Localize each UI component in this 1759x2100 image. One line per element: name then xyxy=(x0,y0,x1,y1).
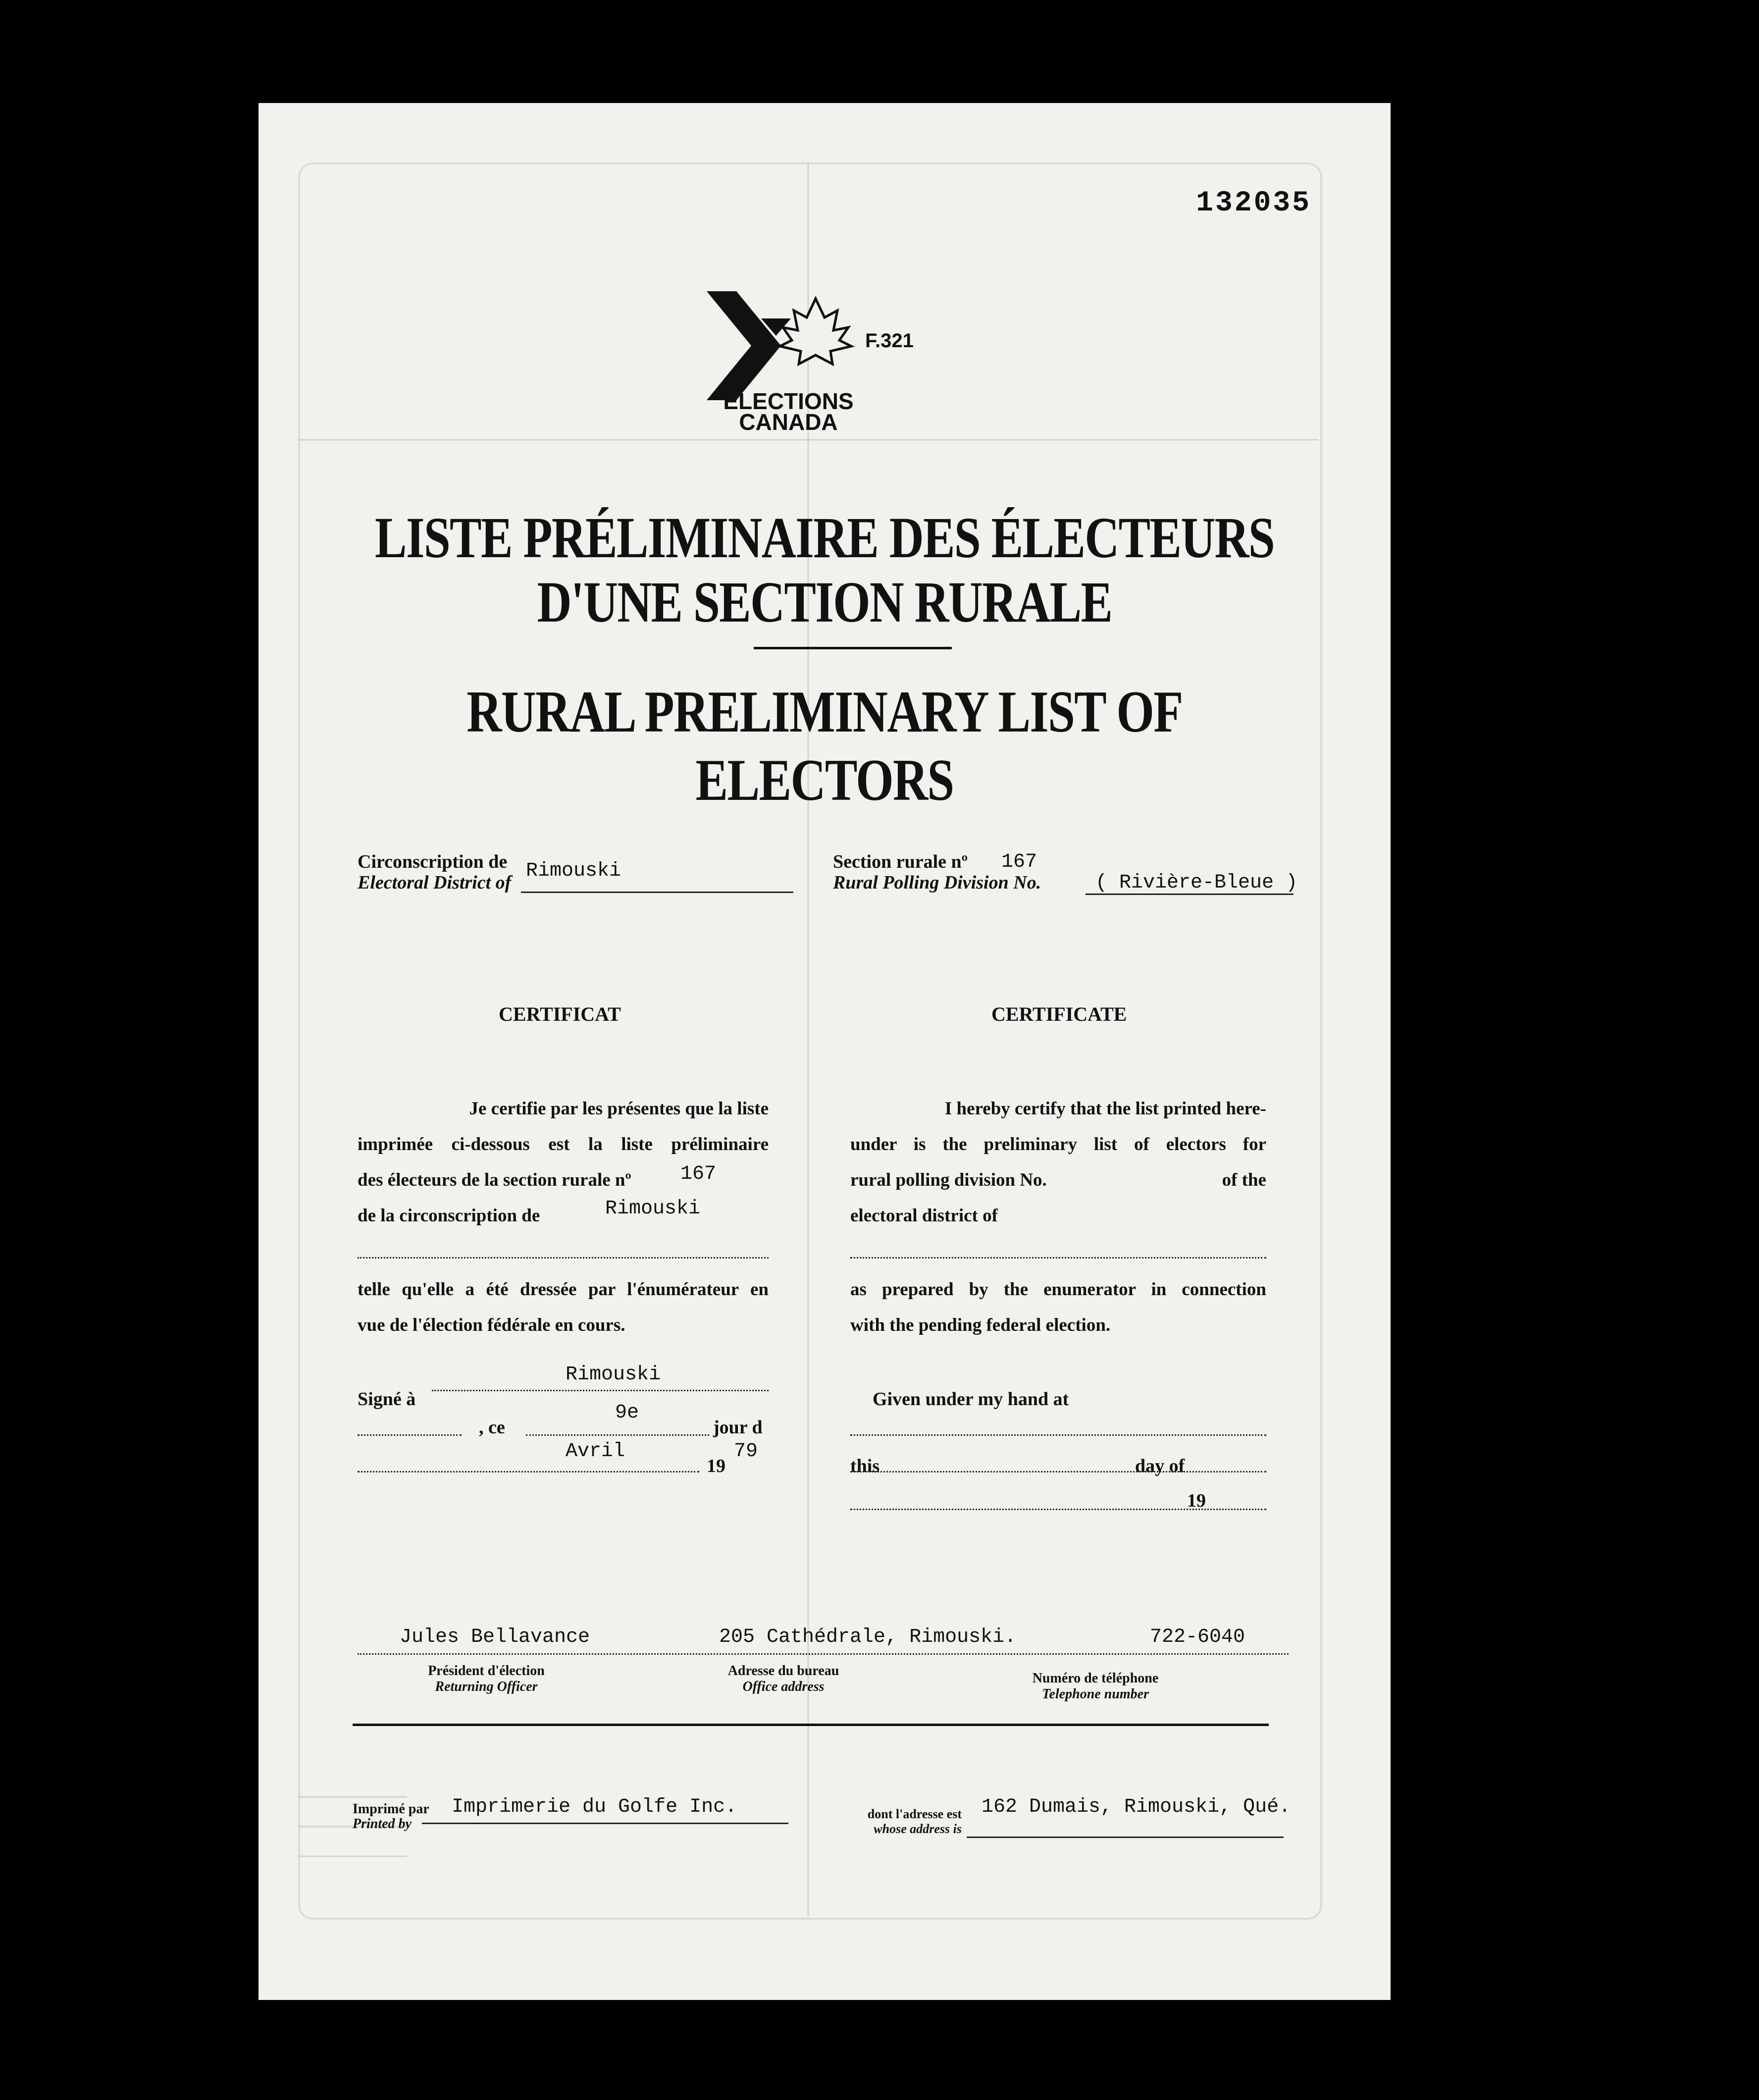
officer-name-label-en: Returning Officer xyxy=(435,1679,538,1694)
certificate-blank-line xyxy=(850,1257,1266,1259)
certificate-line2: under is the preliminary list of electors for xyxy=(850,1134,1266,1155)
footer-rule xyxy=(353,1724,1269,1726)
certificat-line5: telle qu'elle a été dressée par l'énumérateur en xyxy=(358,1279,769,1300)
serial-number: 132035 xyxy=(1196,187,1311,219)
certificat-line3: des électeurs de la section rurale nº xyxy=(358,1170,631,1190)
district-label-fr: Circonscription de xyxy=(358,851,508,872)
certificate-line4: electoral district of xyxy=(850,1206,998,1226)
printer-address-label-fr: dont l'adresse est xyxy=(867,1807,962,1821)
given-label: Given under my hand at xyxy=(873,1389,1069,1410)
certificate-line3a: rural polling division No. xyxy=(850,1170,1047,1190)
day-value: 9e xyxy=(615,1402,639,1424)
phone-label-fr: Numéro de téléphone xyxy=(1032,1671,1159,1686)
jour-label: jour d xyxy=(713,1417,763,1438)
logo-text-elections: ELECTIONS xyxy=(723,388,854,414)
ce-label: , ce xyxy=(479,1417,505,1438)
division-number: 167 xyxy=(1001,851,1037,873)
signed-at-label: Signé à xyxy=(358,1389,416,1410)
printer-address-label-en: whose address is xyxy=(874,1822,962,1836)
office-address-label-en: Office address xyxy=(742,1679,825,1694)
year-prefix-en: 19 xyxy=(1187,1490,1206,1511)
printer-address: 162 Dumais, Rimouski, Qué. xyxy=(982,1796,1291,1818)
printer-label-fr: Imprimé par xyxy=(353,1801,429,1817)
officer-phone: 722-6040 xyxy=(1150,1626,1245,1648)
title-french-line1: LISTE PRÉLIMINAIRE DES ÉLECTEURS xyxy=(374,505,1275,570)
day-of-label: day of xyxy=(1135,1456,1185,1476)
this-label: this xyxy=(850,1456,880,1476)
printer-name-line xyxy=(422,1823,788,1824)
office-address-label-fr: Adresse du bureau xyxy=(727,1663,839,1679)
logo-text-canada: CANADA xyxy=(739,409,838,435)
title-french-line2: D'UNE SECTION RURALE xyxy=(537,570,1112,634)
officer-line xyxy=(358,1653,1289,1655)
document-page xyxy=(259,103,1391,2000)
division-name: ( Rivière-Bleue ) xyxy=(1095,872,1298,894)
month-line xyxy=(358,1471,699,1472)
certificate-line3b: of the xyxy=(1222,1170,1266,1190)
certificate-line1: I hereby certify that the list printed here- xyxy=(944,1099,1266,1119)
certificate-line5: as prepared by the enumerator in connection xyxy=(850,1279,1266,1300)
division-underline xyxy=(1086,893,1293,895)
signed-place: Rimouski xyxy=(566,1364,661,1386)
district-label-en: Electoral District of xyxy=(358,872,512,893)
year-line-en xyxy=(850,1509,1266,1510)
certificat-blank-line xyxy=(358,1257,769,1259)
certificat-line4: de la circonscription de xyxy=(358,1206,540,1226)
certificate-heading: CERTIFICATE xyxy=(991,1003,1127,1025)
division-label-en: Rural Polling Division No. xyxy=(833,872,1041,893)
division-label-fr: Section rurale nº xyxy=(833,851,968,872)
certificat-heading: CERTIFICAT xyxy=(499,1003,621,1025)
certificat-district-value: Rimouski xyxy=(605,1198,701,1220)
district-underline xyxy=(521,892,793,893)
given-line xyxy=(850,1434,1266,1436)
title-divider xyxy=(754,647,952,649)
year-value: 79 xyxy=(734,1440,758,1463)
district-value: Rimouski xyxy=(526,860,621,882)
certificat-line6: vue de l'élection fédérale en cours. xyxy=(358,1315,625,1335)
year-prefix-fr: 19 xyxy=(707,1456,725,1476)
day-line xyxy=(526,1434,709,1436)
certificate-line6: with the pending federal election. xyxy=(850,1315,1111,1335)
form-code: F.321 xyxy=(865,330,914,352)
signed-place-line xyxy=(432,1390,769,1391)
officer-name: Jules Bellavance xyxy=(400,1626,590,1648)
certificat-line1: Je certifie par les présentes que la liste xyxy=(469,1099,769,1119)
month-value: Avril xyxy=(566,1440,625,1463)
printer-name: Imprimerie du Golfe Inc. xyxy=(452,1796,737,1818)
title-english: RURAL PRELIMINARY LIST OF ELECTORS xyxy=(466,679,1183,813)
printer-address-line xyxy=(967,1837,1284,1838)
ce-line-left xyxy=(358,1434,462,1436)
certificat-division-value: 167 xyxy=(680,1163,717,1185)
this-line xyxy=(850,1471,1266,1472)
officer-name-label-fr: Président d'élection xyxy=(428,1663,545,1679)
printer-label-en: Printed by xyxy=(353,1816,412,1832)
officer-address: 205 Cathédrale, Rimouski. xyxy=(719,1626,1017,1648)
phone-label-en: Telephone number xyxy=(1042,1686,1149,1702)
certificat-line2: imprimée ci-dessous est la liste préliminaire xyxy=(358,1134,769,1155)
